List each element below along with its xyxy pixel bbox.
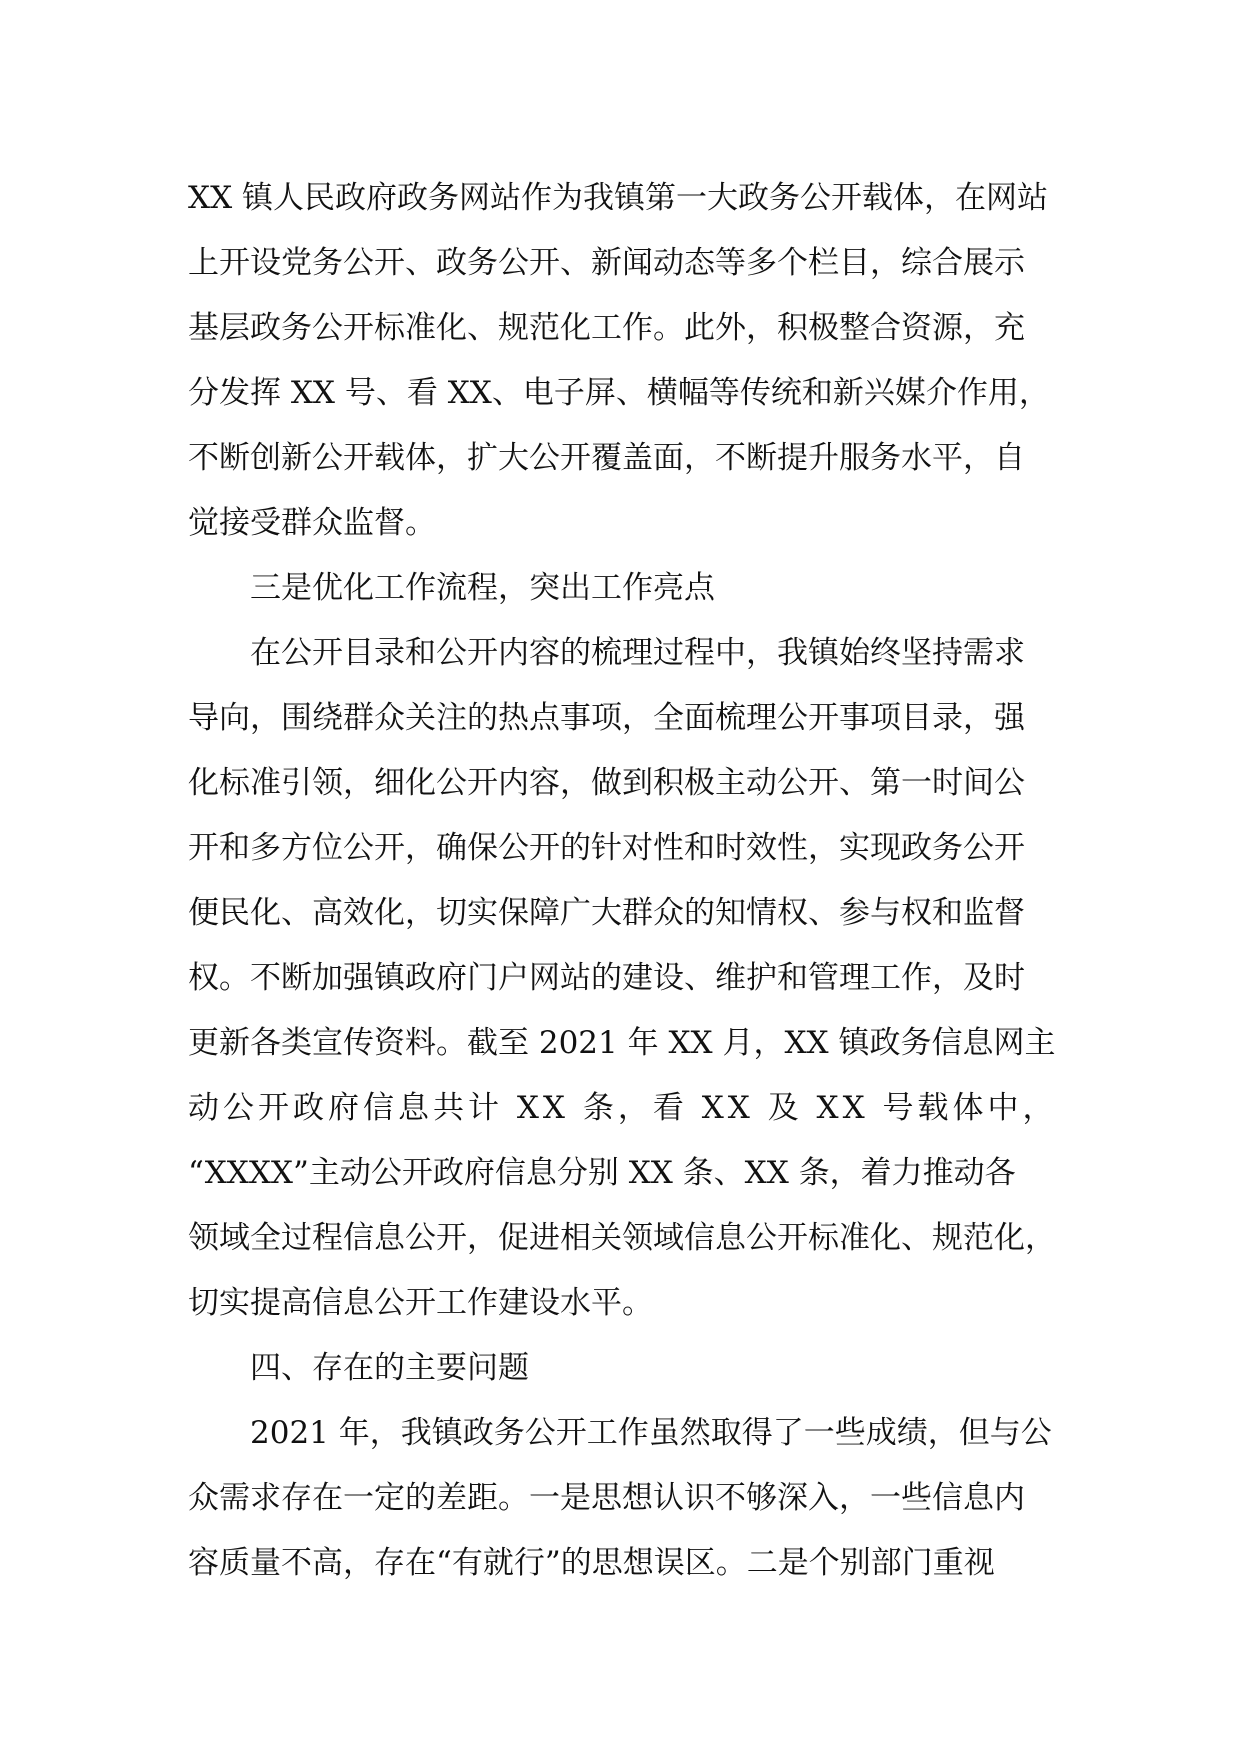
text-line: 领域全过程信息公开，促进相关领域信息公开标准化、规范化， (188, 1220, 1056, 1256)
text-line: 更新各类宣传资料。截至 2021 年 XX 月，XX 镇政务信息网主 (188, 1025, 1056, 1061)
text-line: 不断创新公开载体，扩大公开覆盖面，不断提升服务水平，自 (188, 440, 1025, 476)
text-line: 权。不断加强镇政府门户网站的建设、维护和管理工作，及时 (188, 960, 1025, 996)
text-line: 导向，围绕群众关注的热点事项，全面梳理公开事项目录，强 (188, 700, 1025, 736)
text-line: 众需求存在一定的差距。一是思想认识不够深入，一些信息内 (188, 1480, 1025, 1516)
text-line: 容质量不高，存在“有就行”的思想误区。二是个别部门重视 (188, 1545, 995, 1581)
text-line: “XXXX”主动公开政府信息分别 XX 条、XX 条，着力推动各 (188, 1155, 1016, 1191)
section-heading: 四、存在的主要问题 (250, 1350, 529, 1386)
text-line: 基层政务公开标准化、规范化工作。此外，积极整合资源，充 (188, 310, 1025, 346)
text-line: 觉接受群众监督。 (188, 505, 436, 541)
text-line: 开和多方位公开，确保公开的针对性和时效性，实现政务公开 (188, 830, 1025, 866)
text-line: 切实提高信息公开工作建设水平。 (188, 1285, 653, 1321)
paragraph-start-line: 2021 年，我镇政务公开工作虽然取得了一些成绩，但与公 (250, 1415, 1052, 1451)
text-line: 分发挥 XX 号、看 XX、电子屏、横幅等传统和新兴媒介作用， (188, 375, 1050, 411)
text-line: 动公开政府信息共计 XX 条，看 XX 及 XX 号载体中， (188, 1090, 1058, 1126)
paragraph-start-line: 在公开目录和公开内容的梳理过程中，我镇始终坚持需求 (250, 635, 1025, 671)
text-line: 便民化、高效化，切实保障广大群众的知情权、参与权和监督 (188, 895, 1025, 931)
text-line: 上开设党务公开、政务公开、新闻动态等多个栏目，综合展示 (188, 245, 1025, 281)
text-line: XX 镇人民政府政务网站作为我镇第一大政务公开载体，在网站 (188, 180, 1048, 216)
section-heading: 三是优化工作流程，突出工作亮点 (250, 570, 715, 606)
text-line: 化标准引领，细化公开内容，做到积极主动公开、第一时间公 (188, 765, 1025, 801)
document-body (188, 166, 1068, 1596)
